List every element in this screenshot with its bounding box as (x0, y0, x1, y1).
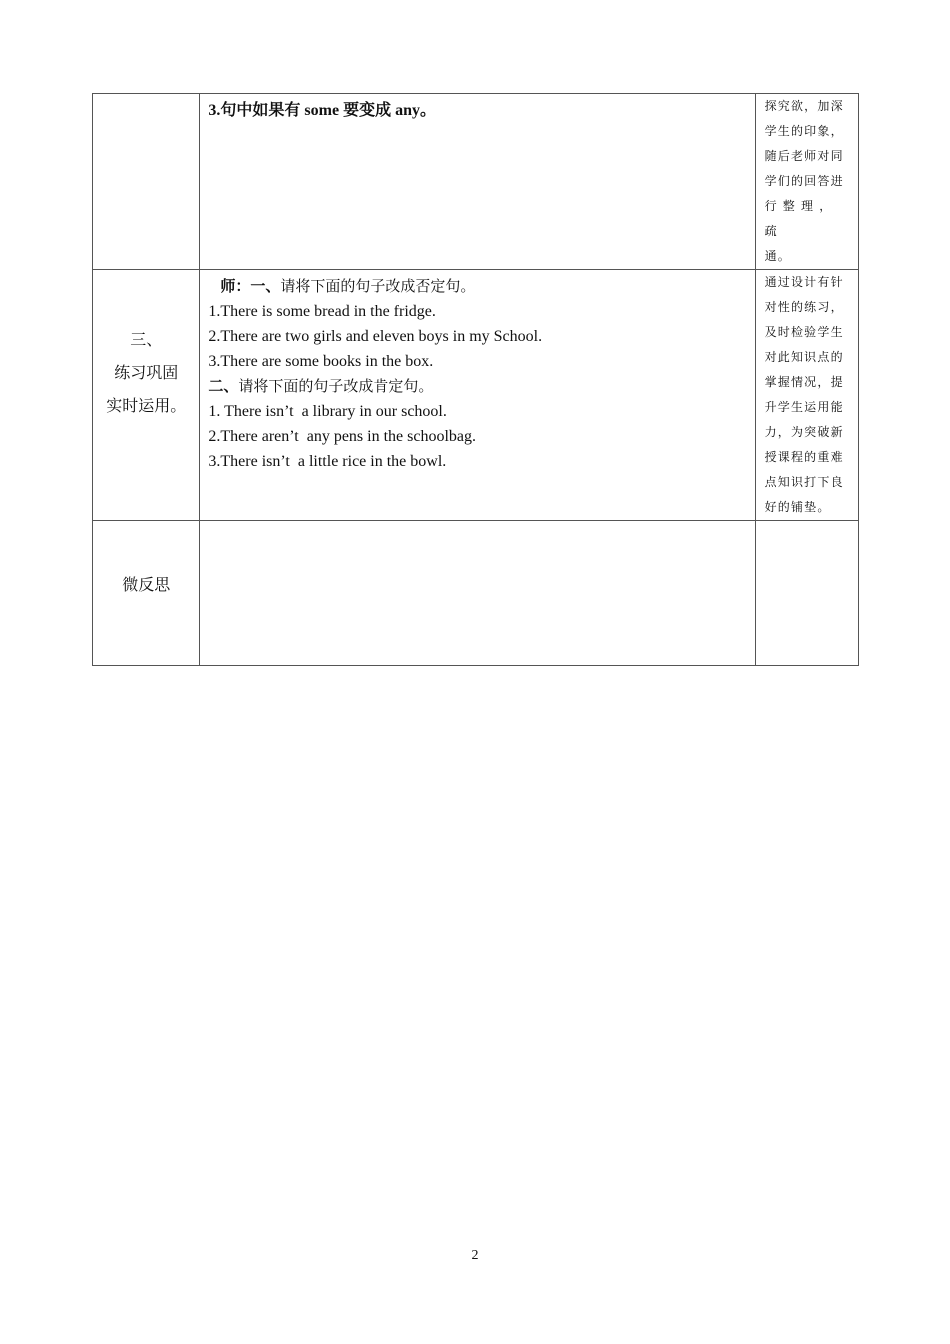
note-line: 好的铺垫。 (764, 500, 831, 514)
section-label: 微反思 (122, 575, 171, 594)
content-cell (200, 270, 755, 521)
heading-text: 请将下面的句子改成肯定句。 (238, 377, 434, 395)
table-row (93, 521, 859, 666)
exercise-sentence: 3.There isn’t a little rice in the bowl. (208, 453, 447, 470)
design-note (756, 94, 858, 269)
note-cell (755, 521, 858, 666)
note-line: 及时检验学生 (764, 325, 844, 339)
note-line: 随后老师对同 (764, 149, 844, 163)
content-cell (200, 521, 755, 666)
exercise-sentence: 3.There are some books in the box. (208, 353, 434, 370)
note-line: 掌握情况，提 (764, 375, 844, 389)
section-label-cell (93, 270, 200, 521)
exercise-sentence: 2.There are two girls and eleven boys in my School. (208, 328, 543, 345)
note-line: 通过设计有针 (764, 275, 844, 289)
lesson-plan-table (92, 93, 859, 666)
exercise-sentence: 1.There is some bread in the fridge. (208, 303, 436, 320)
note-line: 对性的练习， (764, 300, 844, 314)
note-cell (755, 94, 858, 270)
exercise-content (200, 270, 754, 474)
section-label (93, 270, 199, 422)
section-label-cell (93, 521, 200, 666)
section-label-line: 练习巩固 (114, 363, 179, 382)
note-line: 对此知识点的 (764, 350, 844, 364)
note-line: 点知识打下良 (764, 475, 844, 489)
note-line: 学们的回答进 (764, 174, 844, 188)
section-label-line: 实时运用。 (106, 396, 187, 415)
note-cell (755, 270, 858, 521)
section-label-cell (93, 94, 200, 270)
note-line: 行 整 理 ， 疏 (764, 199, 833, 238)
note-line: 升学生运用能 (764, 400, 844, 414)
exercise-sentence: 2.There aren’t any pens in the schoolbag. (208, 428, 477, 445)
note-line: 通。 (764, 249, 791, 263)
exercise-heading (208, 274, 746, 299)
table-row (93, 270, 859, 521)
heading-text: 请将下面的句子改成否定句。 (280, 277, 476, 295)
teacher-prefix: 师：一、 (220, 277, 281, 295)
page-number: 2 (471, 1248, 479, 1263)
content-cell (200, 94, 755, 270)
heading-prefix: 二、 (208, 377, 239, 395)
rule-text: 3.句中如果有 some 要变成 any。 (208, 102, 436, 119)
exercise-sentence: 1. There isn’t a library in our school. (208, 403, 447, 420)
note-line: 探究欲，加深 (764, 99, 844, 113)
note-line: 授课程的重难 (764, 450, 844, 464)
note-line: 学生的印象， (764, 124, 844, 138)
section-label-line: 三、 (130, 330, 163, 349)
design-note (756, 270, 858, 520)
table-row (93, 94, 859, 270)
exercise-heading (208, 374, 746, 399)
note-line: 力，为突破新 (764, 425, 844, 439)
